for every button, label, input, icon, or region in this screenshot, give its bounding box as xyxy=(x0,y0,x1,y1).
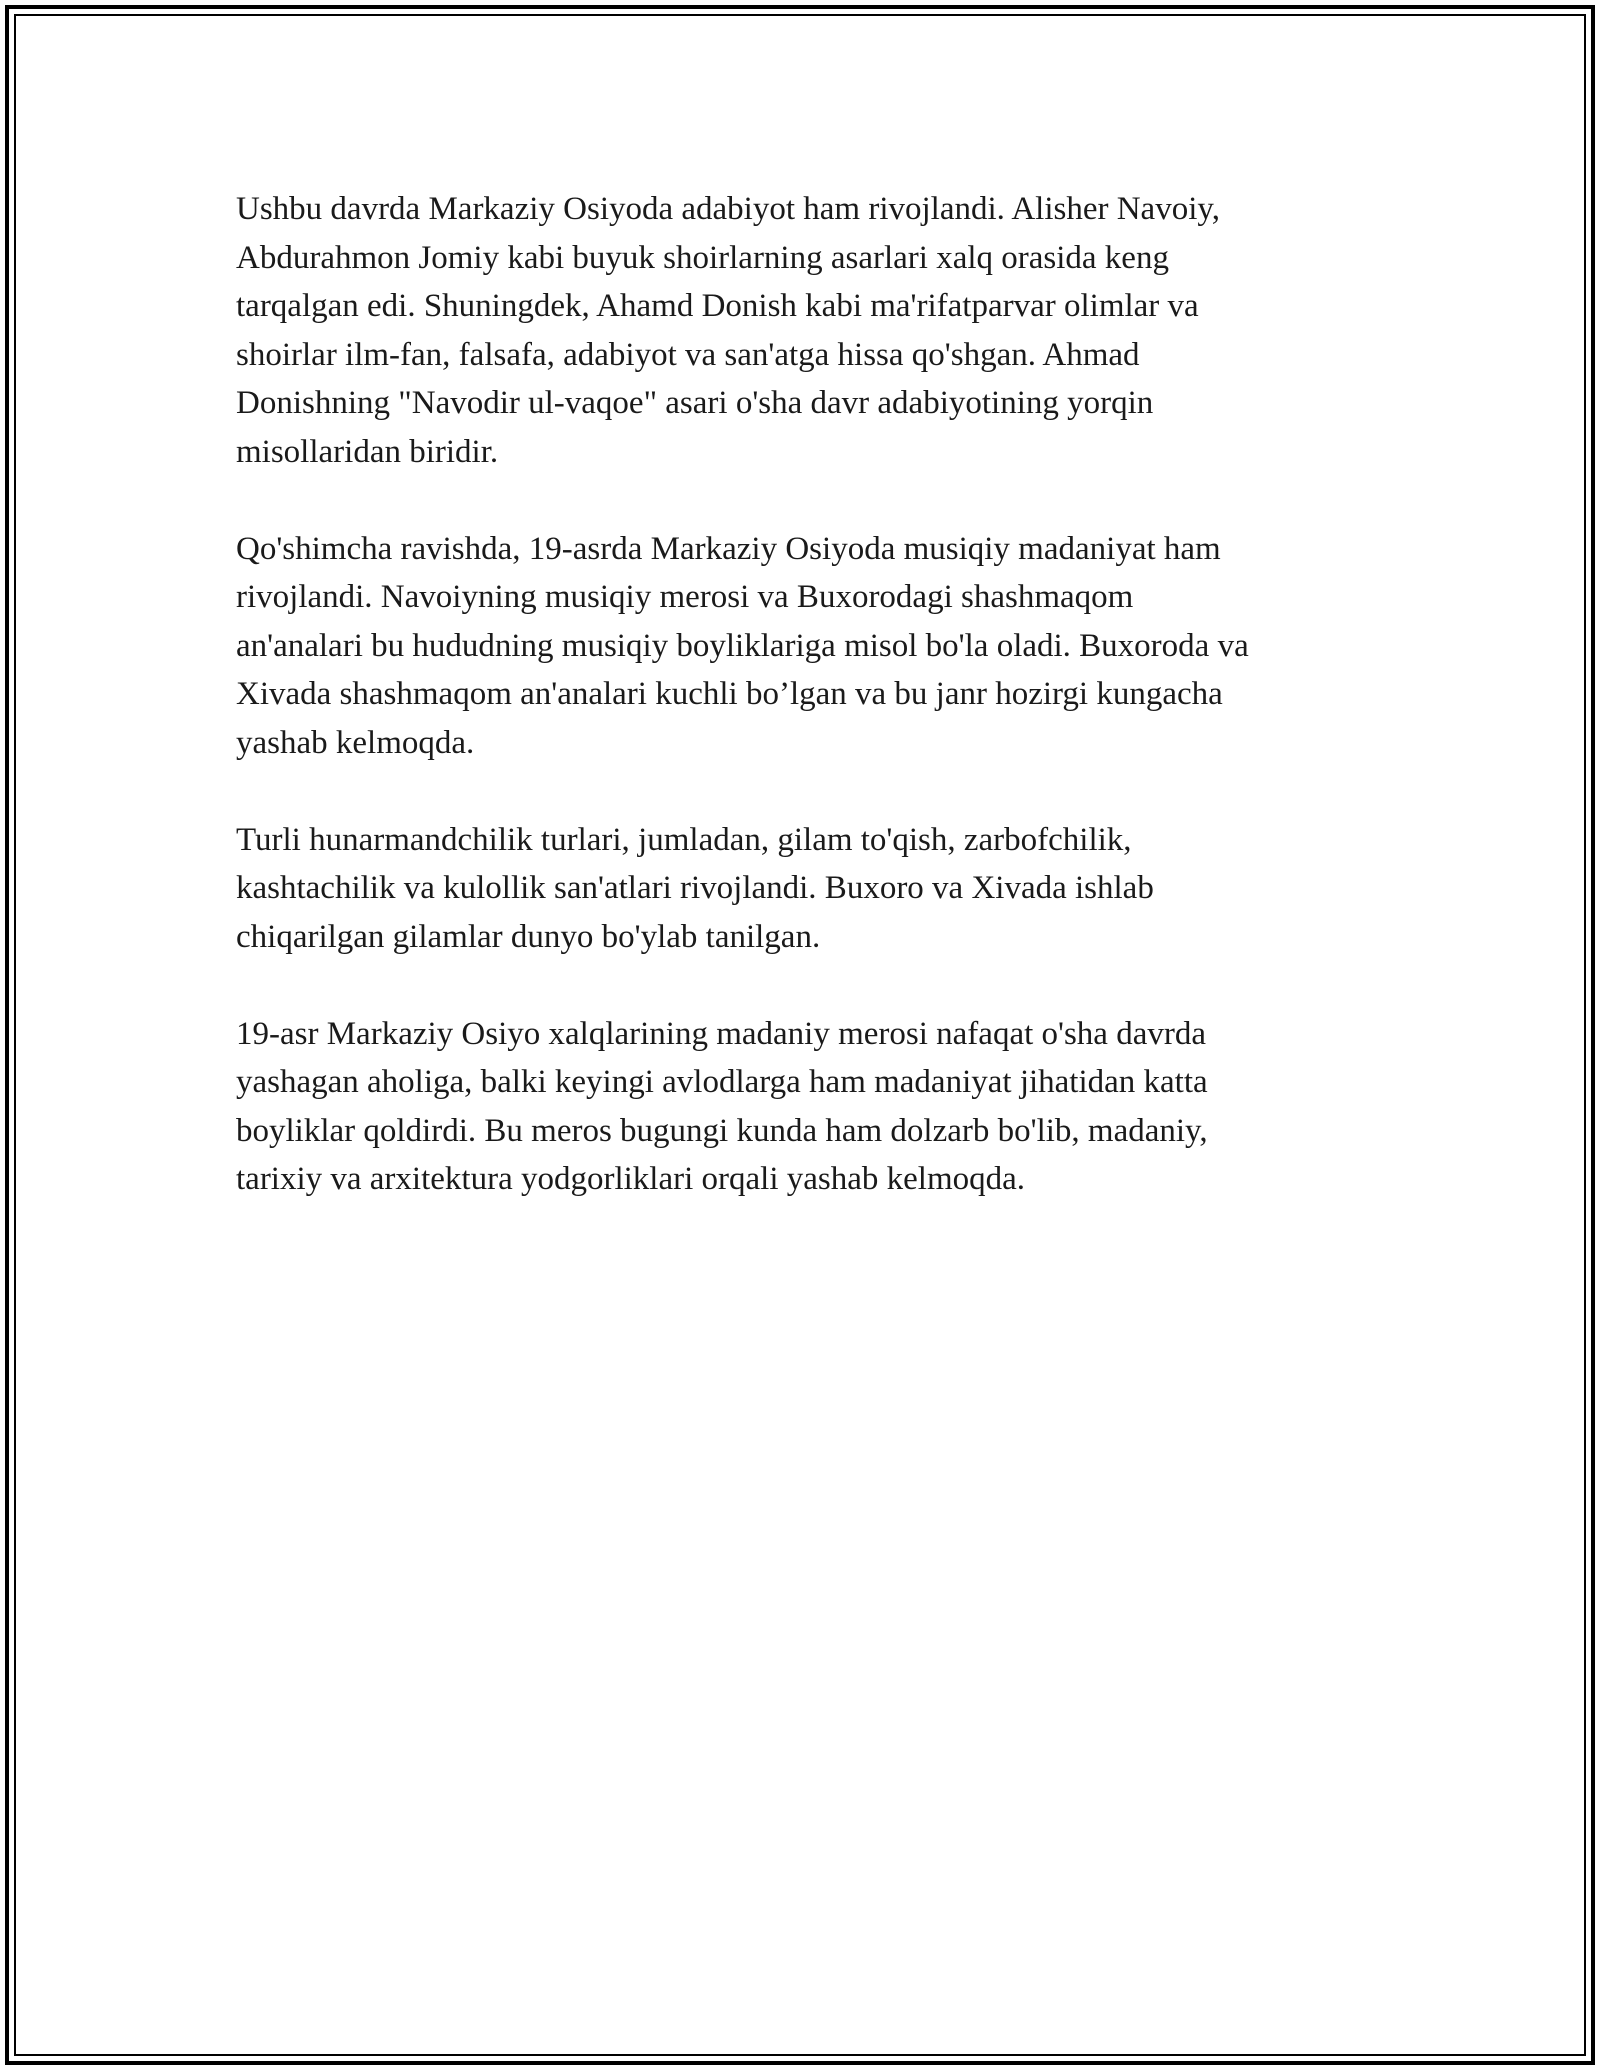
paragraph-crafts: Turli hunarmandchilik turlari, jumladan, gilam to'qish, zarbofchilik, kashtachilik va kulollik san'atlari rivojlandi. Buxoro va Xivada ishlab chiqarilgan gilamlar dunyo bo'ylab tanilgan. xyxy=(236,821,1154,955)
paragraph-music: Qo'shimcha ravishda, 19-asrda Markaziy Osiyoda musiqiy madaniyat ham rivojlandi. Navoiyning musiqiy merosi va Buxorodagi shashmaqom an'analari bu hududning musiqiy boyliklariga misol bo'la oladi. Buxoroda va Xivada shashmaqom an'analari kuchli bo’lgan va bu janr hozirgi kungacha yashab kelmoqda. xyxy=(236,530,1249,761)
paragraph-literature: Ushbu davrda Markaziy Osiyoda adabiyot ham rivojlandi. Alisher Navoiy, Abdurahmon Jomiy kabi buyuk shoirlarning asarlari xalq orasida keng tarqalgan edi. Shuningdek, Ahamd Donish kabi ma'rifatparvar olimlar va shoirlar ilm-fan, falsafa, adabiyot va san'atga hissa qo'shgan. Ahmad Donishning "Navodir ul-vaqoe" asari o'sha davr adabiyotining yorqin misollaridan biridir. xyxy=(236,191,1220,470)
paragraph-heritage: 19-asr Markaziy Osiyo xalqlarining madaniy merosi nafaqat o'sha davrda yashagan aholiga, balki keyingi avlodlarga ham madaniyat jihatidan katta boyliklar qoldirdi. Bu meros bugungi kunda ham dolzarb bo'lib, madaniy, tarixiy va arxitektura yodgorliklari orqali yashab kelmoqda. xyxy=(236,1015,1208,1197)
document-body xyxy=(236,185,1376,1252)
